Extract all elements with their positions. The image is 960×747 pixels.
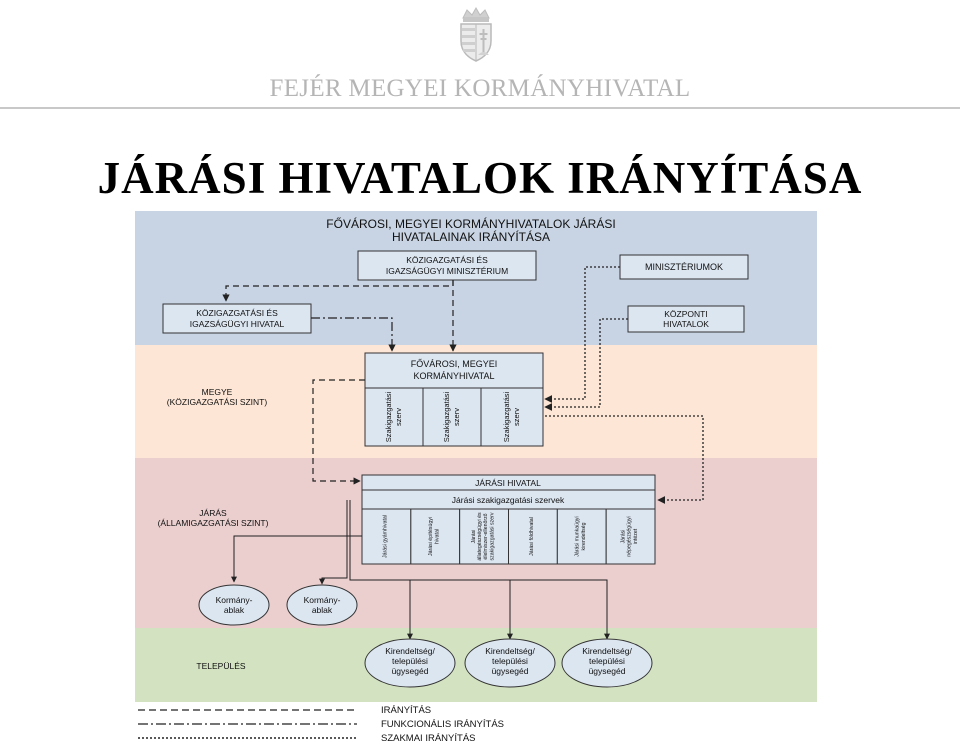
- svg-text:települési: települési: [492, 656, 528, 666]
- county-level-label-line2: (KÖZIGAZGATÁSI SZINT): [166, 397, 268, 407]
- justice-office-line1: KÖZIGAZGATÁSI ÉS: [196, 308, 278, 318]
- county-office-line1: FŐVÁROSI, MEGYEI: [410, 359, 498, 369]
- svg-text:ügysegéd: ügysegéd: [491, 666, 529, 676]
- gov-window-1: [199, 585, 269, 625]
- specialized-organ-2: [423, 388, 481, 446]
- district-unit-5-line-2: kirendeltség: [580, 522, 587, 551]
- district-unit-6: [606, 509, 655, 564]
- hungarian-coat-of-arms-icon: [457, 5, 495, 63]
- diagram-title-line2: HIVATALAINAK IRÁNYÍTÁSA: [391, 230, 551, 244]
- diagram-title-line1: FŐVÁROSI, MEGYEI KORMÁNYHIVATALOK JÁRÁSI: [326, 217, 616, 231]
- district-unit-6-line-2: népegészségügyi: [626, 516, 633, 557]
- district-unit-3-line-4: szakigazgatási szerv: [489, 512, 496, 561]
- justice-ministry-line1: KÖZIGAZGATÁSI ÉS: [406, 255, 488, 265]
- branch-office-3: [562, 639, 652, 687]
- page-title: JÁRÁSI HIVATALOK IRÁNYÍTÁSA: [97, 153, 863, 203]
- district-unit-3-line-2: állategészségügyi és: [476, 512, 483, 561]
- settlement-level-label: TELEPÜLÉS: [196, 661, 246, 671]
- svg-text:Szakigazgatási: Szakigazgatási: [502, 391, 511, 443]
- legend-functional-label: FUNKCIONÁLIS IRÁNYÍTÁS: [381, 719, 504, 730]
- specialized-organ-1: [365, 388, 423, 446]
- district-unit-4-line-1: Járási földhivatal: [528, 517, 535, 556]
- district-unit-2-line-1: Járási építésügyi: [428, 517, 435, 556]
- district-unit-6-line-3: intézet: [632, 528, 639, 545]
- central-offices-line2: HIVATALOK: [663, 319, 709, 329]
- branch-office-1: [365, 639, 455, 687]
- district-unit-6-line-1: Járási: [620, 529, 627, 544]
- org-chart-diagram: [135, 211, 817, 743]
- svg-text:ablak: ablak: [311, 605, 333, 615]
- district-unit-3-line-1: Járási: [470, 529, 477, 544]
- justice-ministry-line2: IGAZSÁGÜGYI MINISZTÉRIUM: [385, 266, 509, 276]
- ministries-label: MINISZTÉRIUMOK: [645, 262, 723, 272]
- district-unit-5-line-1: Járási munkaügyi: [574, 516, 581, 557]
- district-unit-3: [460, 509, 509, 564]
- district-unit-3-line-3: élelmiszer-ellenőrző: [483, 513, 490, 560]
- svg-text:Kirendeltség/: Kirendeltség/: [385, 646, 435, 656]
- central-offices-line1: KÖZPONTI: [664, 309, 708, 319]
- district-unit-2-line-2: hivatal: [434, 529, 441, 544]
- svg-text:ügysegéd: ügysegéd: [588, 666, 626, 676]
- svg-text:szerv: szerv: [452, 408, 461, 426]
- branch-office-2: [465, 639, 555, 687]
- specialized-organ-3: [481, 388, 543, 446]
- district-level-label-line2: (ÁLLAMIGAZGATÁSI SZINT): [157, 518, 269, 528]
- svg-text:Kormány-: Kormány-: [303, 595, 341, 605]
- district-level-label-line1: JÁRÁS: [199, 508, 227, 518]
- svg-text:Kirendeltség/: Kirendeltség/: [485, 646, 535, 656]
- district-unit-4: [509, 509, 558, 564]
- district-units: [362, 509, 655, 564]
- office-name: FEJÉR MEGYEI KORMÁNYHIVATAL: [269, 75, 691, 102]
- county-office-line2: KORMÁNYHIVATAL: [413, 371, 495, 381]
- svg-text:ügysegéd: ügysegéd: [391, 666, 429, 676]
- district-unit-1-line-1: Járási gyámhivatal: [382, 515, 389, 558]
- svg-text:szerv: szerv: [512, 408, 521, 426]
- county-level-label-line1: MEGYE: [201, 387, 233, 397]
- svg-text:Szakigazgatási: Szakigazgatási: [442, 391, 451, 443]
- gov-window-2: [287, 585, 357, 625]
- district-unit-5: [557, 509, 606, 564]
- svg-text:Szakigazgatási: Szakigazgatási: [384, 391, 393, 443]
- svg-text:települési: települési: [589, 656, 625, 666]
- district-unit-1: [362, 509, 411, 564]
- svg-text:települési: települési: [392, 656, 428, 666]
- svg-text:Kirendeltség/: Kirendeltség/: [582, 646, 632, 656]
- district-unit-2: [411, 509, 460, 564]
- district-office-label: JÁRÁSI HIVATAL: [475, 478, 541, 488]
- svg-text:ablak: ablak: [223, 605, 245, 615]
- district-specialized-label: Járási szakigazgatási szervek: [451, 495, 565, 505]
- legend-professional-label: SZAKMAI IRÁNYÍTÁS: [381, 733, 476, 743]
- svg-text:szerv: szerv: [394, 408, 403, 426]
- header-divider: [0, 107, 960, 109]
- justice-office-line2: IGAZSÁGÜGYI HIVATAL: [189, 319, 285, 329]
- svg-text:Kormány-: Kormány-: [215, 595, 253, 605]
- legend-control-label: IRÁNYÍTÁS: [381, 705, 432, 716]
